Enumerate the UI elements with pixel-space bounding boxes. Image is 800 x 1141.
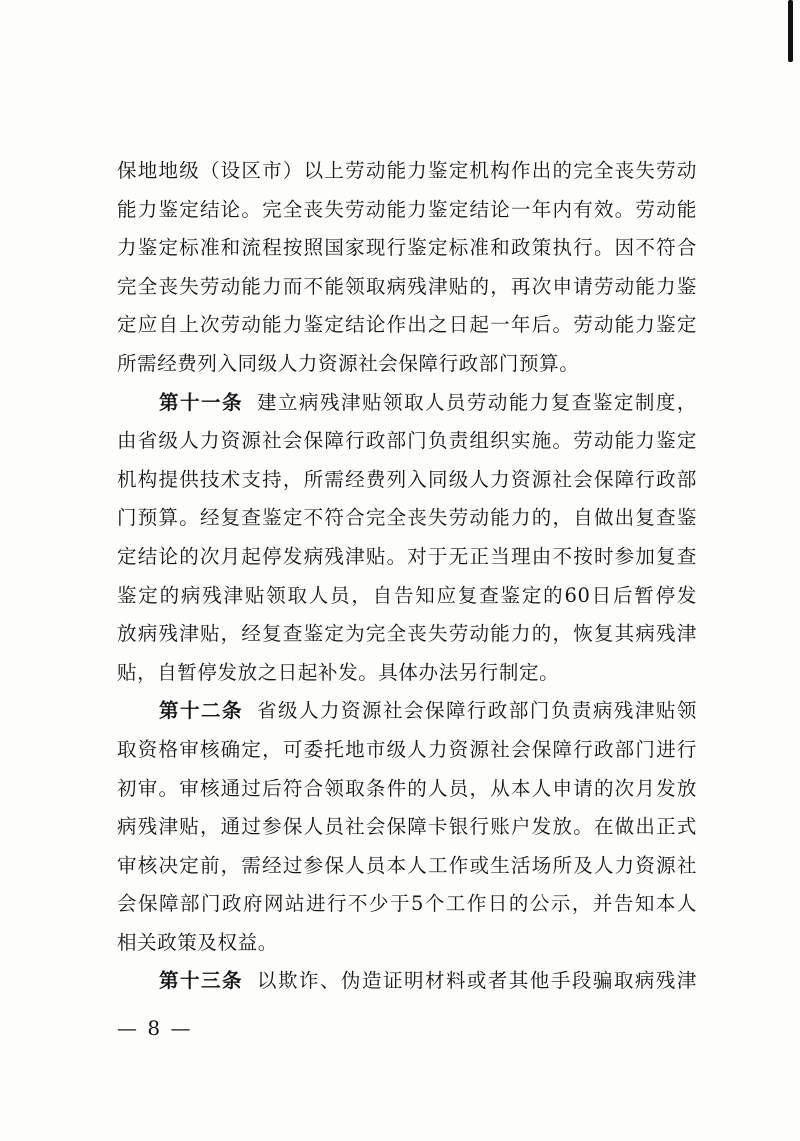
text-span: 省级人力资源社会保障行政部门负责病残津贴领	[256, 699, 697, 723]
text-line: 所需经费列入同级人力资源社会保障行政部门预算。	[117, 351, 580, 375]
paragraph-continued	[117, 152, 697, 384]
text-line: 初审。审核通过后符合领取条件的人员，从本人申请的次月发放	[117, 776, 697, 800]
article-heading: 第十三条	[159, 969, 243, 993]
text-line: 放病残津贴，经复查鉴定为完全丧失劳动能力的，恢复其病残津	[117, 622, 697, 646]
article-first-line	[117, 962, 697, 1001]
page-number: — 8 —	[117, 1016, 193, 1040]
text-line: 力鉴定标准和流程按照国家现行鉴定标准和政策执行。因不符合	[117, 236, 697, 260]
text-line: 机构提供技术支持，所需经费列入同级人力资源社会保障行政部	[117, 467, 697, 491]
text-line: 鉴定的病残津贴领取人员，自告知应复查鉴定的60日后暂停发	[117, 583, 697, 607]
article-first-line	[117, 384, 697, 423]
article-first-line	[117, 692, 697, 731]
text-line: 会保障部门政府网站进行不少于5个工作日的公示，并告知本人	[117, 892, 697, 916]
text-span: 建立病残津贴领取人员劳动能力复查鉴定制度，	[256, 390, 697, 414]
text-line: 贴，自暂停发放之日起补发。具体办法另行制定。	[117, 660, 560, 684]
article-heading: 第十二条	[159, 699, 243, 723]
text-line: 相关政策及权益。	[117, 930, 278, 954]
document-body	[117, 152, 697, 1001]
text-line: 门预算。经复查鉴定不符合完全丧失劳动能力的，自做出复查鉴	[117, 506, 697, 530]
text-line: 病残津贴，通过参保人员社会保障卡银行账户发放。在做出正式	[117, 815, 697, 839]
article-11	[117, 384, 697, 693]
text-line: 完全丧失劳动能力而不能领取病残津贴的，再次申请劳动能力鉴	[117, 274, 697, 298]
text-line: 取资格审核确定，可委托地市级人力资源社会保障行政部门进行	[117, 737, 697, 761]
text-line: 定结论的次月起停发病残津贴。对于无正当理由不按时参加复查	[117, 544, 697, 568]
text-line: 审核决定前，需经过参保人员本人工作或生活场所及人力资源社	[117, 853, 697, 877]
article-heading: 第十一条	[159, 390, 243, 414]
text-line: 定应自上次劳动能力鉴定结论作出之日起一年后。劳动能力鉴定	[117, 313, 697, 337]
text-line: 能力鉴定结论。完全丧失劳动能力鉴定结论一年内有效。劳动能	[117, 197, 697, 221]
text-line: 保地地级（设区市）以上劳动能力鉴定机构作出的完全丧失劳动	[117, 159, 697, 182]
article-13	[117, 962, 697, 1001]
text-span: 以欺诈、伪造证明材料或者其他手段骗取病残津	[256, 969, 697, 993]
text-line: 由省级人力资源社会保障行政部门负责组织实施。劳动能力鉴定	[117, 429, 697, 453]
scan-edge-mark	[788, 0, 793, 62]
article-12	[117, 692, 697, 962]
